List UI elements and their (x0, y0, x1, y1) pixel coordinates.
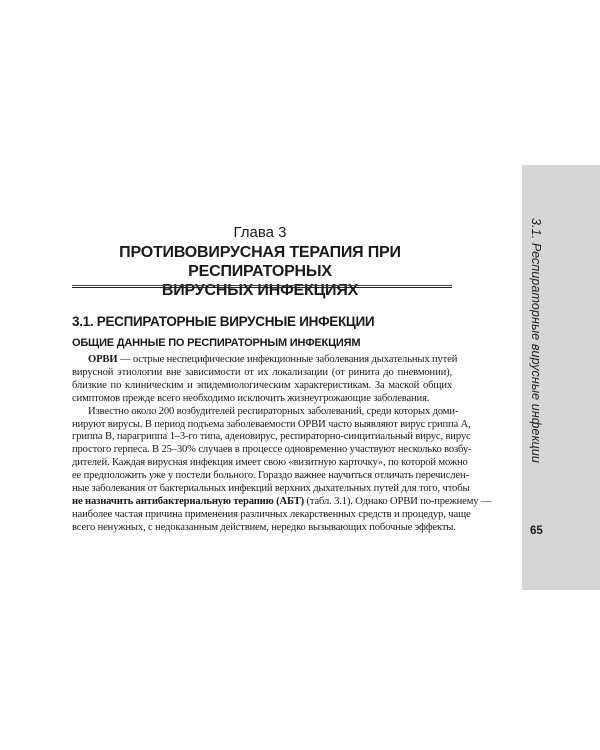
text-line: симптомов прежде всего необходимо исключить жизнеугрожающие заболевания. (72, 392, 430, 404)
text-line: всего ненужных, с недоказанным действием, нередко вызывающих побочные эффекты. (72, 521, 456, 533)
chapter-label: Глава 3 (233, 224, 287, 241)
text-line: ОРВИ — острые неспецифические инфекционные заболевания дыхательных путей (88, 354, 458, 365)
text-line: гриппа В, парагриппа 1–3-го типа, аденовирус, респираторно-синцитиальный вирус, вирус (72, 431, 471, 443)
text-line: ные заболевания от бактериальных инфекций верхних дыхательных путей для того, чтобы (72, 483, 470, 495)
running-header: 3.1. Респираторные вирусные инфекции (529, 218, 543, 463)
subsection-heading: ОБЩИЕ ДАННЫЕ ПО РЕСПИРАТОРНЫМ ИНФЕКЦИЯМ (72, 337, 361, 349)
section-heading: 3.1. РЕСПИРАТОРНЫЕ ВИРУСНЫЕ ИНФЕКЦИИ (72, 314, 375, 329)
text-line: нируют вирусы. В период подъема заболеваемости ОРВИ часто выявляют вирус гриппа А, (72, 418, 471, 430)
text-line: простого герпеса. В 25–30% случаев в процессе одновременно участвуют несколько возбу- (72, 444, 472, 456)
text-line: дителей. Каждая вирусная инфекция имеет свою «визитную карточку», по которой можно (72, 457, 468, 469)
chapter-title-line: ПРОТИВОВИРУСНАЯ ТЕРАПИЯ ПРИ РЕСПИРАТОРНЫХ (119, 244, 401, 280)
title-rule (72, 285, 452, 286)
text-line: не назначить антибактериальную терапию (АБТ) (табл. 3.1). Однако ОРВИ по-прежнему — (72, 495, 492, 507)
body-text (72, 354, 492, 535)
text-line: Известно около 200 возбудителей респираторных заболеваний, среди которых доми- (88, 405, 459, 417)
chapter-title (60, 243, 460, 300)
emphasis-text: не назначить антибактериальную терапию (АБТ) (72, 495, 304, 507)
text-line: вирусной этиологии вне зависимости от их локализации (от ринита до пневмонии), (72, 366, 452, 378)
page-number: 65 (530, 525, 543, 537)
term-orvi: ОРВИ (88, 354, 118, 365)
text-line: ее предположить уже у постели больного. Гораздо важнее научиться отличать перечислен- (72, 470, 469, 482)
chapter-title-line: ВИРУСНЫХ ИНФЕКЦИЯХ (161, 282, 359, 299)
title-rule (72, 287, 452, 288)
text-line: близкие по клиническим и эпидемиологическим характеристикам. За маской общих (72, 379, 452, 391)
text-line: наиболее частая причина применения различных лекарственных средств и процедур, чаще (72, 508, 471, 520)
